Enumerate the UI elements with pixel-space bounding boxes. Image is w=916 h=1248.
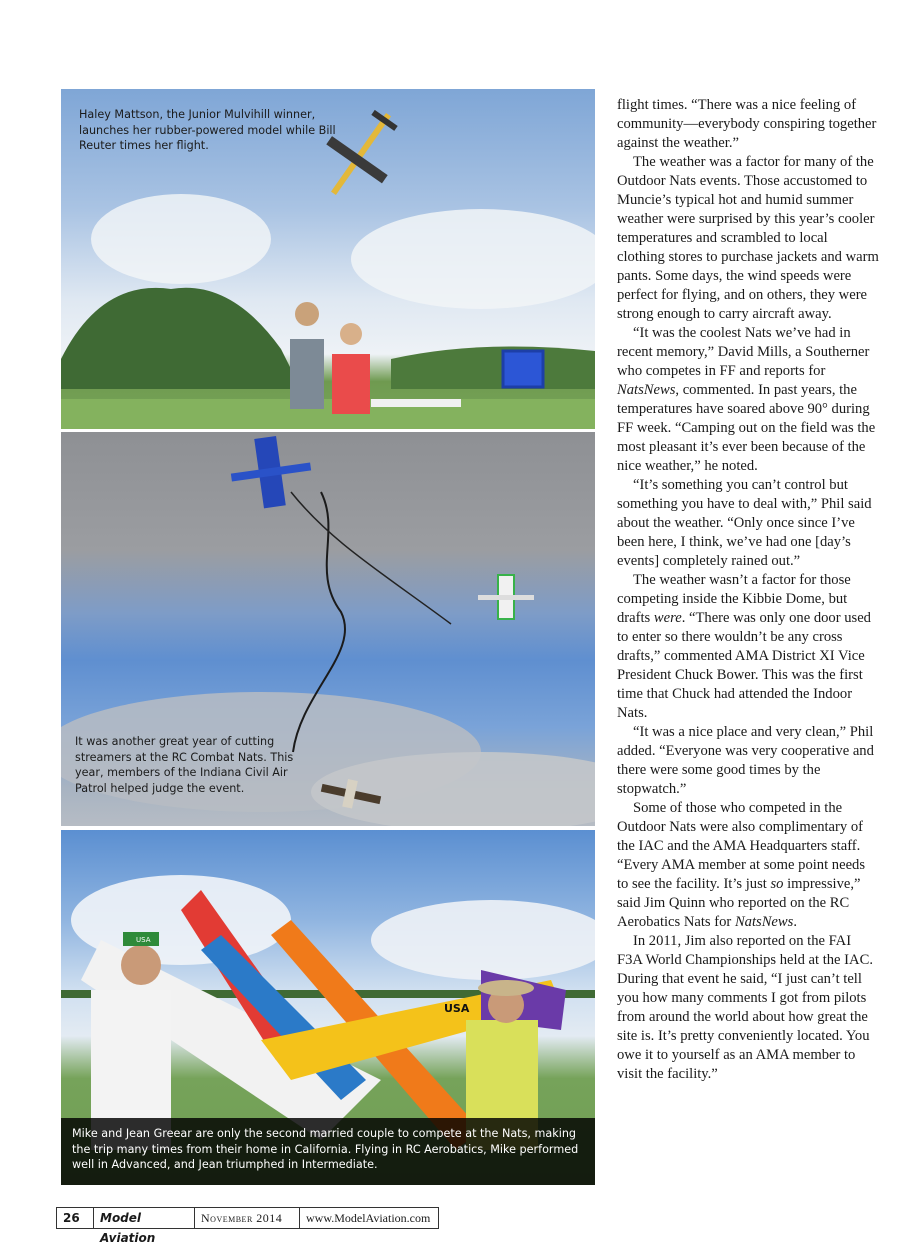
italic-text: were — [653, 610, 682, 626]
caption-photo2: It was another great year of cutting streamers at the RC Combat Nats. This year, members of the Indiana Civil Air Patrol helped judge the event. — [75, 735, 294, 795]
page-number: 26 — [57, 1208, 94, 1228]
italic-text: NatsNews — [617, 382, 676, 398]
caption-photo3: Mike and Jean Greear are only the second married couple to compete at the Nats, making the trip many times from their home in California. Flying in RC Aerobatics, Mike performed well in Advanced, and Jean triumphed in Intermediate. — [72, 1127, 579, 1171]
text-run: impressive,” said Jim Quinn who reported on the RC Aerobatics Nats for — [617, 876, 861, 930]
article-body — [617, 96, 879, 1084]
text-run: . — [793, 914, 797, 930]
text-run: . “There was only one door used to enter so there wouldn’t be any cross drafts,” commented AMA District XI Vice President Chuck Bower. This was the first time that Chuck had attended the Indoor Nats. — [617, 610, 871, 721]
plane-tail-text: USA — [444, 1002, 470, 1015]
hat-patch-text: USA — [136, 936, 151, 944]
paragraph: flight times. “There was a nice feeling of community—everybody conspiring together against the weather.” — [617, 97, 877, 151]
text-run: , commented. In past years, the temperatures have soared above 90° during FF week. “Camping out on the field was the most pleasant it’s ever been because of the nice weather,” he noted. — [617, 382, 876, 474]
italic-text: so — [770, 876, 784, 892]
blue-plane-icon — [227, 432, 316, 512]
issue-date: November 2014 — [195, 1208, 300, 1228]
paragraph — [617, 799, 879, 932]
paragraph: The weather was a factor for many of the Outdoor Nats events. Those accustomed to Muncie’s typical hot and humid summer weather were surprised by this year’s cooler temperatures and scrambled to local clothing stores to purchase jackets and warm pants. Some days, the wind speeds were perfect for flying, and on others, they were strong enough to carry aircraft away. — [617, 154, 879, 322]
text-run: Some of those who competed in the Outdoor Nats were also complimentary of the IAC and the AMA Headquarters staff. “Every AMA member at some point needs to see the facility. It’s just — [617, 800, 866, 892]
website-url: www.ModelAviation.com — [306, 1211, 431, 1225]
paragraph — [617, 324, 879, 476]
paragraph — [617, 571, 879, 723]
magazine-name: Model Aviation — [94, 1208, 195, 1228]
page-footer — [56, 1207, 439, 1245]
green-plane-icon — [478, 575, 534, 619]
paragraph: In 2011, Jim also reported on the FAI F3A World Championships held at the IAC. During that event he said, “I just can’t tell you how many comments I got from pilots from around the world about how great the site is. It’s pretty conveniently located. You owe it to yourself as an AMA member to visit the facility.” — [617, 933, 873, 1082]
paragraph: “It was a nice place and very clean,” Phil added. “Everyone was very cooperative and there were some good times by the stopwatch.” — [617, 724, 874, 797]
italic-text: NatsNews — [734, 914, 794, 930]
caption-photo1: Haley Mattson, the Junior Mulvihill winner, launches her rubber-powered model while Bill Reuter times her flight. — [79, 108, 336, 152]
text-run: “It was the coolest Nats we’ve had in recent memory,” David Mills, a Southerner who competes in FF and reports for — [617, 325, 870, 379]
paragraph: “It’s something you can’t control but something you have to deal with,” Phil said about the weather. “Only once since I’ve been here, I think, we’ve had one [day’s events] completely rained out.” — [617, 477, 872, 569]
text-run: The weather wasn’t a factor for those competing inside the Kibbie Dome, but drafts — [617, 572, 851, 626]
